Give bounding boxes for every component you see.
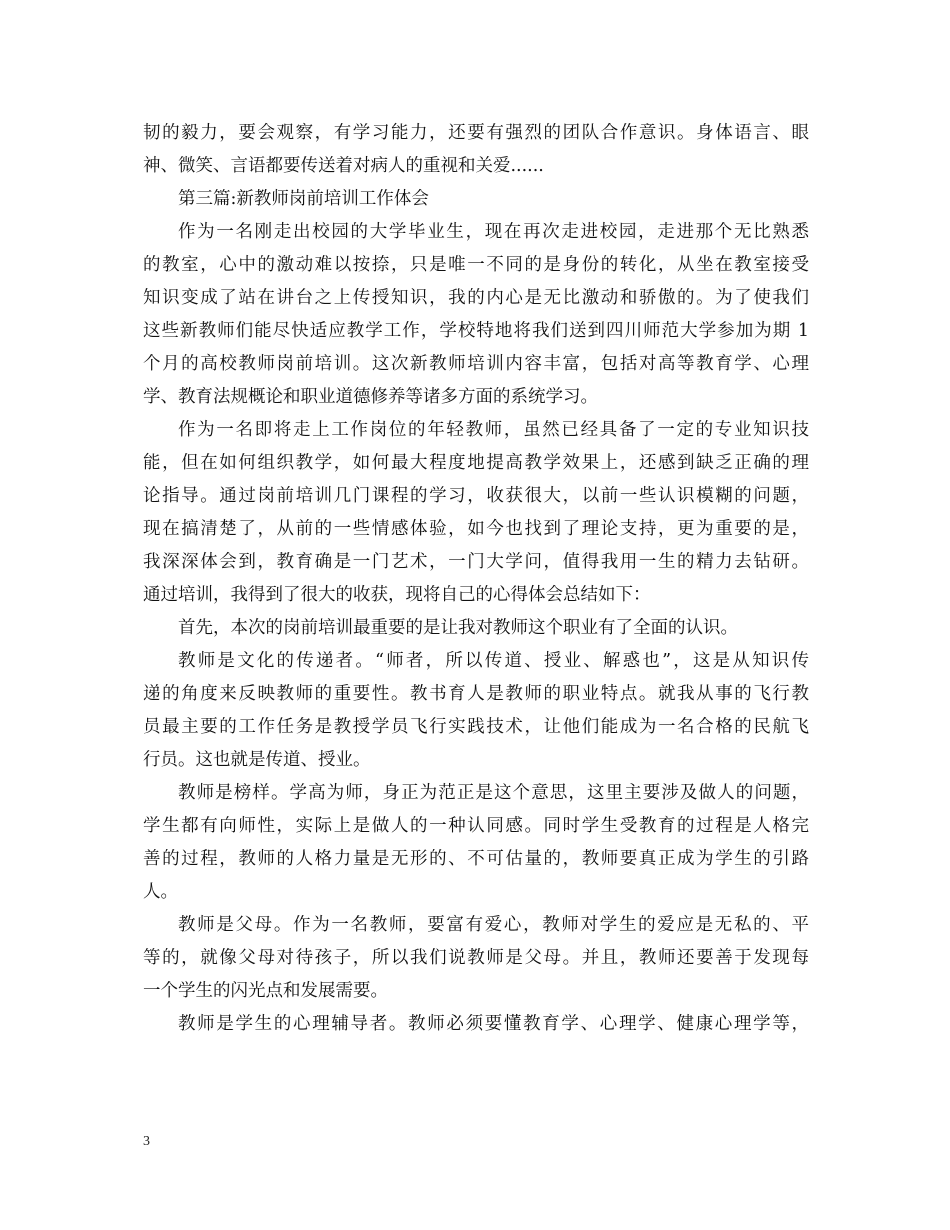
text-line: 能，但在如何组织教学，如何最大程度地提高教学效果上，还感到缺乏正确的理 [143, 453, 809, 473]
text-line: 这些新教师们能尽快适应教学工作，学校特地将我们送到四川师范大学参加为期 1 [143, 321, 809, 341]
text-line: 教师是文化的传递者。“师者，所以传道、授业、解惑也”，这是从知识传 [178, 651, 809, 671]
text-line: 行员。这也就是传道、授业。 [143, 750, 371, 770]
text-line: 作为一名即将走上工作岗位的年轻教师，虽然已经具备了一定的专业知识技 [178, 420, 809, 440]
text-line: 神、微笑、言语都要传送着对病人的重视和关爱...... [143, 156, 544, 176]
text-line: 教师是父母。作为一名教师，要富有爱心，教师对学生的爱应是无私的、平 [178, 915, 809, 935]
text-line: 员最主要的工作任务是教授学员飞行实践技术，让他们能成为一名合格的民航飞 [143, 717, 809, 737]
text-line: 等的，就像父母对待孩子，所以我们说教师是父母。并且，教师还要善于发现每 [143, 948, 809, 968]
text-line: 作为一名刚走出校园的大学毕业生，现在再次走进校园，走进那个无比熟悉 [178, 222, 809, 242]
text-line: 韧的毅力，要会观察，有学习能力，还要有强烈的团队合作意识。身体语言、眼 [143, 123, 809, 143]
text-line: 第三篇:新教师岗前培训工作体会 [178, 189, 429, 209]
text-line: 教师是榜样。学高为师，身正为范正是这个意思，这里主要涉及做人的问题， [178, 783, 809, 803]
text-line: 人。 [143, 882, 178, 902]
text-line: 的教室，心中的激动难以按捺，只是唯一不同的是身份的转化，从坐在教室接受 [143, 255, 809, 275]
text-line: 我深深体会到，教育确是一门艺术，一门大学问，值得我用一生的精力去钻研。 [143, 552, 809, 572]
text-line: 首先，本次的岗前培训最重要的是让我对教师这个职业有了全面的认识。 [178, 618, 738, 638]
text-line: 现在搞清楚了，从前的一些情感体验，如今也找到了理论支持，更为重要的是， [143, 519, 809, 539]
text-line: 学生都有向师性，实际上是做人的一种认同感。同时学生受教育的过程是人格完 [143, 816, 809, 836]
text-line: 知识变成了站在讲台之上传授知识，我的内心是无比激动和骄傲的。为了使我们 [143, 288, 809, 308]
text-line: 一个学生的闪光点和发展需要。 [143, 981, 388, 1001]
text-line: 学、教育法规概论和职业道德修养等诸多方面的系统学习。 [143, 387, 598, 407]
text-line: 善的过程，教师的人格力量是无形的、不可估量的，教师要真正成为学生的引路 [143, 849, 809, 869]
page-number: 3 [143, 1134, 150, 1149]
text-line: 递的角度来反映教师的重要性。教书育人是教师的职业特点。就我从事的飞行教 [143, 684, 809, 704]
text-line: 个月的高校教师岗前培训。这次新教师培训内容丰富，包括对高等教育学、心理 [143, 354, 809, 374]
text-line: 教师是学生的心理辅导者。教师必须要懂教育学、心理学、健康心理学等， [178, 1014, 809, 1034]
text-line: 论指导。通过岗前培训几门课程的学习，收获很大，以前一些认识模糊的问题， [143, 486, 809, 506]
text-line: 通过培训，我得到了很大的收获，现将自己的心得体会总结如下： [143, 585, 651, 605]
document-body [143, 117, 809, 1041]
